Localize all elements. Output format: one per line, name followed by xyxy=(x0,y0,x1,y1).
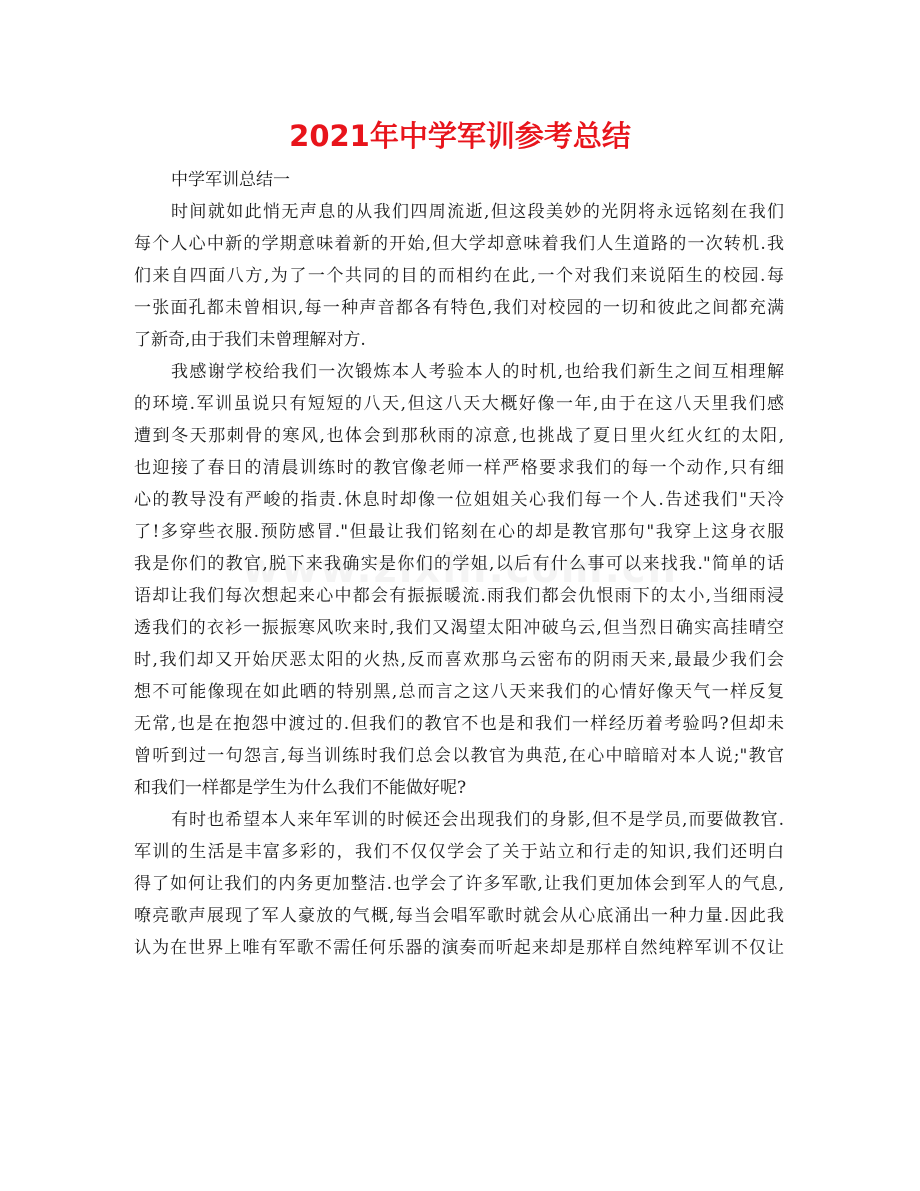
text-line: 每个人心中新的学期意味着新的开始,但大学却意味着我们人生道路的一次转机.我 xyxy=(134,234,784,254)
text-line: 时间就如此悄无声息的从我们四周流逝,但这段美妙的光阴将永远铭刻在我们 xyxy=(171,202,784,222)
text-line: 军训的生活是丰富多彩的，我们不仅仅学会了关于站立和行走的知识,我们还明白 xyxy=(134,842,784,862)
text-line: 了!多穿些衣服.预防感冒."但最让我们铭刻在心的却是教官那句"我穿上这身衣服 xyxy=(134,522,784,542)
text-line: 心的教导没有严峻的指责.休息时却像一位姐姐关心我们每一个人.告述我们"天冷 xyxy=(134,490,784,510)
text-line: 想不可能像现在如此晒的特别黑,总而言之这八天来我们的心情好像天气一样反复 xyxy=(134,682,784,702)
text-line: 和我们一样都是学生为什么我们不能做好呢? xyxy=(134,778,467,798)
text-line: 透我们的衣衫一振振寒风吹来时,我们又渴望太阳冲破乌云,但当烈日确实高挂晴空 xyxy=(134,618,784,638)
text-line: 遭到冬天那刺骨的寒风,也体会到那秋雨的凉意,也挑战了夏日里火红火红的太阳, xyxy=(134,426,784,446)
text-line: 中学军训总结一 xyxy=(171,170,290,190)
text-line: 曾听到过一句怨言,每当训练时我们总会以教官为典范,在心中暗暗对本人说;"教官 xyxy=(134,746,784,766)
text-line: 一张面孔都未曾相识,每一种声音都各有特色,我们对校园的一切和彼此之间都充满 xyxy=(134,298,784,318)
text-line: 时,我们却又开始厌恶太阳的火热,反而喜欢那乌云密布的阴雨天来,最最少我们会 xyxy=(134,650,784,670)
document-body xyxy=(134,164,784,964)
text-line: 无常,也是在抱怨中渡过的.但我们的教官不也是和我们一样经历着考验吗?但却未 xyxy=(134,714,784,734)
text-line: 认为在世界上唯有军歌不需任何乐器的演奏而听起来却是那样自然纯粹军训不仅让 xyxy=(134,938,784,958)
text-line: 语却让我们每次想起来心中都会有振振暖流.雨我们都会仇恨雨下的太小,当细雨浸 xyxy=(134,586,784,606)
text-line: 我感谢学校给我们一次锻炼本人考验本人的时机,也给我们新生之间互相理解 xyxy=(171,362,784,382)
text-line: 了新奇,由于我们未曾理解对方. xyxy=(134,330,366,350)
document-title: 2021年中学军训参考总结 xyxy=(289,119,631,153)
text-line: 我是你们的教官,脱下来我确实是你们的学姐,以后有什么事可以来找我."简单的话 xyxy=(134,554,784,574)
text-line: 也迎接了春日的清晨训练时的教官像老师一样严格要求我们的每一个动作,只有细 xyxy=(134,458,784,478)
text-line: 得了如何让我们的内务更加整洁.也学会了许多军歌,让我们更加体会到军人的气息, xyxy=(134,874,784,894)
text-line: 的环境.军训虽说只有短短的八天,但这八天大概好像一年,由于在这八天里我们感 xyxy=(134,394,784,414)
text-line: 们来自四面八方,为了一个共同的目的而相约在此,一个对我们来说陌生的校园.每 xyxy=(134,266,784,286)
text-line: 嘹亮歌声展现了军人豪放的气概,每当会唱军歌时就会从心底涌出一种力量.因此我 xyxy=(134,906,784,926)
text-line: 有时也希望本人来年军训的时候还会出现我们的身影,但不是学员,而要做教官. xyxy=(171,810,784,830)
